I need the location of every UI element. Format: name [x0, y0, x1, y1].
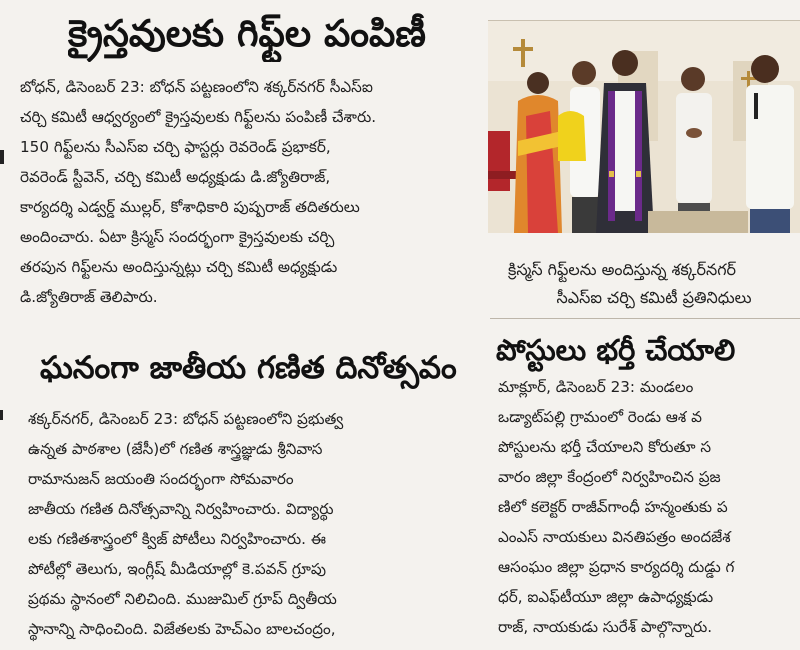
- article3-line: ణిలో కలెక్టర్ రాజీవ్‌గాంధీ హన్మంతుకు ప: [498, 498, 728, 516]
- article1-line: 150 గిఫ్ట్‌లను సీఎస్ఐ చర్చి ఫాస్టర్లు రెవరెండ్ ప్రభాకర్,: [20, 138, 331, 156]
- article2-line: ఉన్నత పాఠశాల (జేసీ)లో గణిత శాస్త్రజ్ఞుడు శ్రీనివాస: [28, 440, 323, 458]
- article2-line: శక్కర్‌నగర్, డిసెంబర్ 23: బోధన్ పట్టణంలోని ప్రభుత్వ: [28, 410, 344, 428]
- article2-line: పోటీల్లో తెలుగు, ఇంగ్లీష్ మీడియాల్లో కె.పవన్ గ్రూపు: [28, 560, 327, 578]
- article1-headline: క్రైస్తవులకు గిఫ్ట్‌ల పంపిణీ: [68, 11, 426, 55]
- left-edge-mark: [0, 150, 4, 164]
- church-gift-photo: [488, 20, 800, 233]
- article2-line: స్థానాన్ని సాధించింది. విజేతలకు హెచ్‌ఎం బాలచంద్రం,: [28, 620, 336, 638]
- article1-line: చర్చి కమిటీ ఆధ్వర్యంలో క్రైస్తవులకు గిఫ్ట్‌లను పంపిణీ చేశారు.: [20, 108, 377, 126]
- article2-line: లకు గణితశాస్త్రంలో క్విజ్ పోటీలు నిర్వహించారు. ఈ: [28, 530, 326, 548]
- article3-headline: పోస్టులు భర్తీ చేయాలి: [496, 333, 736, 367]
- article3-body: [498, 372, 800, 642]
- article3-line: వారం జిల్లా కేంద్రంలో నిర్వహించిన ప్రజ: [498, 468, 721, 486]
- article2-line: ప్రథమ స్థానంలో నిలిచింది. ముజుమిల్ గ్రూప్ ద్వితీయ: [28, 590, 337, 608]
- article2-headline: ఘనంగా జాతీయ గణిత దినోత్సవం: [40, 350, 457, 386]
- caption-line: సీఎస్ఐ చర్చి కమిటీ ప్రతినిధులు: [556, 288, 752, 307]
- article3-line: ఒడ్యాట్‌పల్లి గ్రామంలో రెండు ఆశ వ: [498, 408, 702, 426]
- article3-line: పోస్టులను భర్తీ చేయాలని కోరుతూ స: [498, 438, 712, 456]
- article3-line: ధర్, ఐఎఫ్‌టీయూ జిల్లా ఉపాధ్యక్షుడు: [498, 588, 714, 606]
- caption-line: క్రిస్మస్ గిఫ్ట్‌లను అందిస్తున్న శక్కర్‌నగర్: [508, 260, 737, 279]
- photo-caption: [508, 256, 800, 312]
- article3-line: ఆసంఘం జిల్లా ప్రధాన కార్యదర్శి దుడ్డు గ: [498, 558, 735, 576]
- article1-line: డి.జ్యోతిరాజ్ తెలిపారు.: [20, 288, 158, 306]
- article1-line: కార్యదర్శి ఎడ్వర్డ్ ముల్లర్, కోశాధికారి పుష్పరాజ్ తదితరులు: [20, 198, 360, 216]
- article3-line: మాక్లూర్, డిసెంబర్ 23: మండలం: [498, 378, 694, 396]
- article1-line: బోధన్, డిసెంబర్ 23: బోధన్ పట్టణంలోని శక్కర్‌నగర్ సీఎస్ఐ: [20, 78, 373, 96]
- article1-line: అందించారు. ఏటా క్రిస్మస్ సందర్భంగా క్రైస్తవులకు చర్చి: [20, 228, 335, 246]
- article3-line: రాజ్, నాయకుడు సురేశ్ పాల్గొన్నారు.: [498, 618, 713, 636]
- article1-line: రెవరెండ్ స్టీవెన్, చర్చి కమిటీ అధ్యక్షుడు డి.జ్యోతిరాజ్,: [20, 168, 331, 186]
- article2-body: [28, 404, 478, 644]
- left-edge-mark: [0, 410, 3, 420]
- article2-line: జాతీయ గణిత దినోత్సవాన్ని నిర్వహించారు. విద్యార్థు: [28, 500, 334, 518]
- article1-line: తరపున గిఫ్ట్‌లను అందిస్తున్నట్లు చర్చి కమిటీ అధ్యక్షుడు: [20, 258, 338, 276]
- article2-line: రామానుజన్ జయంతి సందర్భంగా సోమవారం: [28, 470, 294, 488]
- column-divider: [490, 318, 800, 319]
- photo-illustration: [488, 21, 800, 233]
- article1-body: [20, 72, 478, 312]
- article3-line: ఎంఎస్ నాయకులు వినతిపత్రం అందజేశ: [498, 528, 731, 546]
